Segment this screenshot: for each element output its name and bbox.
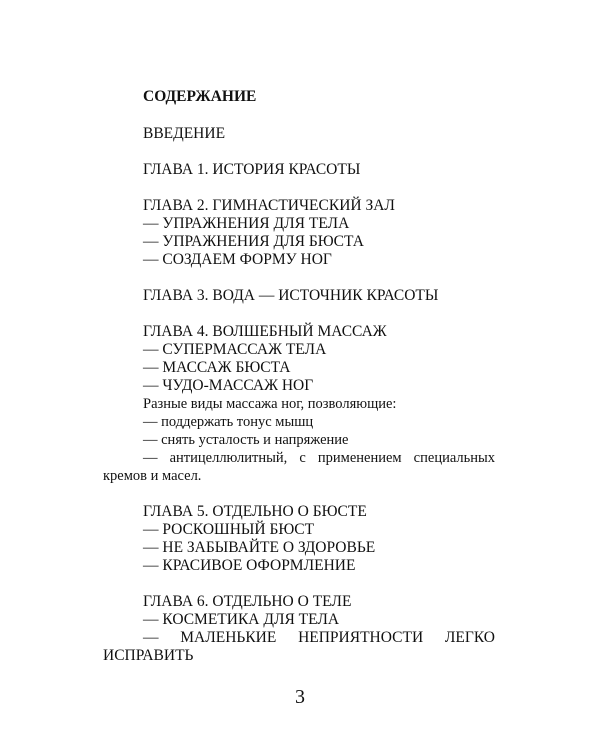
subsection-entry: — КРАСИВОЕ ОФОРМЛЕНИЕ [143, 557, 356, 574]
chapter-title: ГЛАВА 4. ВОЛШЕБНЫЙ МАССАЖ [143, 323, 387, 340]
chapter-title: ГЛАВА 2. ГИМНАСТИЧЕСКИЙ ЗАЛ [143, 197, 395, 214]
subsection-entry: — НЕ ЗАБЫВАЙТЕ О ЗДОРОВЬЕ [143, 539, 376, 556]
subsection-entry-justified-line: — МАЛЕНЬКИЕ НЕПРИЯТНОСТИ ЛЕГКО [143, 629, 495, 646]
subsection-entry: — ЧУДО-МАССАЖ НОГ [143, 377, 314, 394]
chapter-title: ГЛАВА 1. ИСТОРИЯ КРАСОТЫ [143, 161, 361, 178]
massage-note: — поддержать тонус мышц [143, 414, 314, 430]
toc-section-intro [143, 125, 495, 143]
subsection-entry: — МАССАЖ БЮСТА [143, 359, 291, 376]
toc-section-chapter-4 [103, 323, 495, 485]
subsection-entry-continuation: ИСПРАВИТЬ [103, 647, 194, 664]
chapter-title: ГЛАВА 3. ВОДА — ИСТОЧНИК КРАСОТЫ [143, 287, 439, 304]
contents-heading: СОДЕРЖАНИЕ [143, 88, 257, 105]
toc-section-chapter-3 [143, 287, 495, 305]
toc-section-chapter-6 [103, 593, 495, 665]
massage-note-continuation: кремов и масел. [103, 468, 202, 484]
massage-note: — снять усталость и напряжение [143, 432, 349, 448]
chapter-title: ГЛАВА 6. ОТДЕЛЬНО О ТЕЛЕ [143, 593, 352, 610]
page-number: 3 [295, 686, 305, 708]
toc-entry-intro: ВВЕДЕНИЕ [143, 125, 226, 142]
subsection-entry: — УПРАЖНЕНИЯ ДЛЯ БЮСТА [143, 233, 364, 250]
toc-section-chapter-1 [143, 161, 495, 179]
massage-notes-intro: Разные виды массажа ног, позволяющие: [143, 396, 397, 412]
subsection-entry: — УПРАЖНЕНИЯ ДЛЯ ТЕЛА [143, 215, 350, 232]
toc-section-chapter-5 [143, 503, 495, 575]
chapter-title: ГЛАВА 5. ОТДЕЛЬНО О БЮСТЕ [143, 503, 367, 520]
table-of-contents [103, 88, 495, 683]
subsection-entry: — СУПЕРМАССАЖ ТЕЛА [143, 341, 327, 358]
subsection-entry: — РОСКОШНЫЙ БЮСТ [143, 521, 315, 538]
toc-section-chapter-2 [143, 197, 495, 269]
subsection-entry: — КОСМЕТИКА ДЛЯ ТЕЛА [143, 611, 340, 628]
massage-note-justified-line: — антицеллюлитный, с применением специальных [143, 450, 495, 466]
subsection-entry: — СОЗДАЕМ ФОРМУ НОГ [143, 251, 332, 268]
